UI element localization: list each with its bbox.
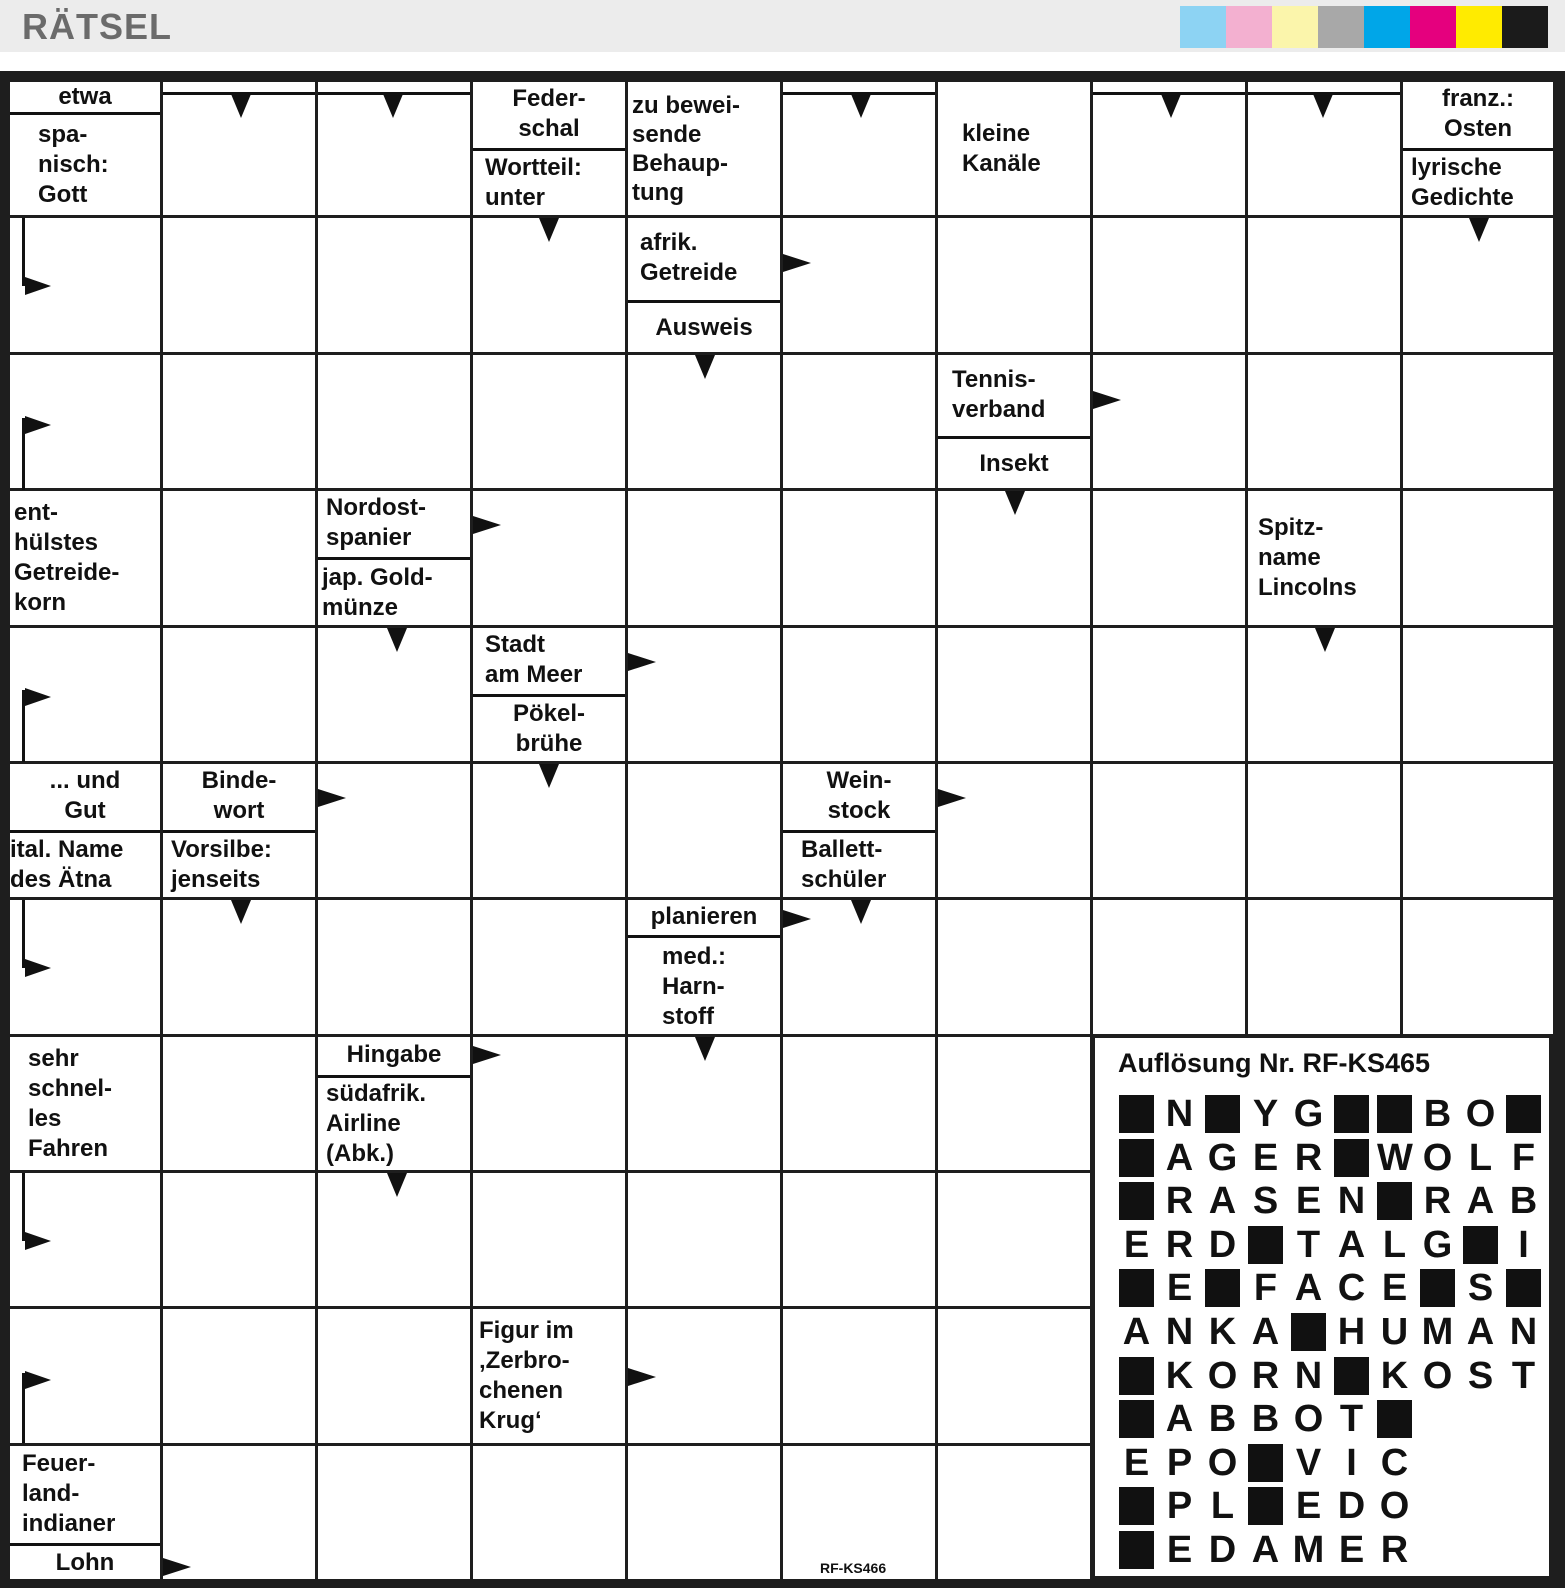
- solution-letter: S: [1467, 1354, 1494, 1397]
- arrow-right-icon: [318, 789, 346, 807]
- solution-letter: O: [1422, 1354, 1453, 1397]
- arrow-right-icon: [473, 1046, 501, 1064]
- clue-harnstoff: [628, 939, 780, 1034]
- clue-vorsilbe: [163, 833, 315, 897]
- solution-letter: G: [1422, 1223, 1453, 1266]
- solution-letter: O: [1207, 1441, 1238, 1484]
- grid-cell[interactable]: [938, 1037, 1090, 1170]
- clue-planieren: [628, 900, 780, 934]
- solution-block: [1119, 1139, 1154, 1177]
- solution-letter: B: [1423, 1093, 1452, 1135]
- grid-cell[interactable]: [1093, 491, 1245, 625]
- grid-cell[interactable]: [163, 1309, 315, 1443]
- solution-letter: T: [1296, 1223, 1321, 1266]
- solution-letter: B: [1509, 1180, 1538, 1223]
- clue-text: Stadt am Meer: [485, 631, 583, 688]
- solution-letter: D: [1208, 1223, 1237, 1266]
- solution-block: [1205, 1269, 1240, 1307]
- solution-letter: H: [1337, 1311, 1366, 1353]
- clue-hingabe: [318, 1037, 470, 1073]
- solution-block: [1506, 1095, 1541, 1133]
- solution-block: [1377, 1182, 1412, 1220]
- clue-behauptung: [628, 82, 780, 215]
- clue-text: Feuer- land- indianer: [22, 1450, 116, 1537]
- clue-stadt: [473, 628, 625, 692]
- clue-etwa: [10, 82, 160, 111]
- grid-cell[interactable]: [1248, 900, 1400, 1034]
- clue-text: afrik. Getreide: [640, 229, 738, 286]
- solution-letter: E: [1123, 1223, 1150, 1266]
- clue-getreidekorn: [10, 491, 160, 625]
- clue-text: Binde- wort: [201, 767, 277, 824]
- arrow-right-icon: [783, 910, 811, 928]
- solution-row: [1119, 1441, 1420, 1484]
- clue-text: kleine Kanäle: [962, 120, 1041, 177]
- clue-text: Hingabe: [346, 1041, 442, 1068]
- solution-letter: M: [1421, 1311, 1454, 1353]
- clue-feuerland: [10, 1446, 160, 1542]
- grid-cell[interactable]: [938, 218, 1090, 352]
- grid-cell[interactable]: [938, 764, 1090, 897]
- solution-letter: N: [1294, 1354, 1323, 1397]
- clue-text: sehr schnel- les Fahren: [28, 1045, 113, 1162]
- clue-osten: [1403, 82, 1553, 146]
- clue-text: spa- nisch: Gott: [38, 121, 109, 208]
- clue-text: Figur im ‚Zerbro- chenen Krug‘: [479, 1317, 574, 1434]
- clue-tennis: [938, 355, 1090, 435]
- solution-letter: B: [1251, 1398, 1280, 1441]
- solution-letter: K: [1165, 1354, 1194, 1397]
- solution-block: [1119, 1357, 1154, 1395]
- arrow-down-icon: [1315, 628, 1335, 652]
- clue-wortteil: [473, 151, 625, 215]
- solution-letter: E: [1338, 1529, 1365, 1571]
- solution-letter: E: [1381, 1267, 1408, 1310]
- grid-cell[interactable]: [473, 900, 625, 1034]
- solution-letter: N: [1337, 1180, 1366, 1223]
- page-title: RÄTSEL: [22, 6, 172, 47]
- grid-cell[interactable]: [1093, 628, 1245, 761]
- grid-cell[interactable]: [473, 491, 625, 625]
- grid-cell[interactable]: [628, 1446, 780, 1579]
- solution-letter: T: [1511, 1354, 1536, 1397]
- solution-letter: D: [1208, 1529, 1237, 1571]
- arrow-down-icon: [387, 628, 407, 652]
- clue-poekel: [473, 697, 625, 761]
- clue-text: ent- hülstes Getreide- korn: [14, 499, 120, 616]
- solution-row: [1119, 1095, 1549, 1133]
- grid-cell[interactable]: [1248, 355, 1400, 488]
- arrow-down-icon: [695, 355, 715, 379]
- clue-text: jap. Gold- münze: [322, 564, 433, 621]
- solution-letter: I: [1518, 1223, 1529, 1266]
- clue-text: Feder- schal: [512, 85, 586, 142]
- arrow-down-icon: [539, 764, 559, 788]
- clue-kanaele: [938, 82, 1090, 215]
- solution-letter: C: [1337, 1267, 1366, 1310]
- solution-block: [1205, 1095, 1240, 1133]
- solution-letter: A: [1122, 1311, 1151, 1353]
- solution-letter: P: [1166, 1485, 1193, 1528]
- arrow-right-icon: [163, 1558, 191, 1576]
- solution-block: [1420, 1269, 1455, 1307]
- grid-cell[interactable]: [1248, 764, 1400, 897]
- grid-cell[interactable]: [1403, 491, 1553, 625]
- solution-row: [1119, 1313, 1549, 1351]
- clue-text: etwa: [58, 83, 112, 110]
- clue-text: zu bewei- sende Behaup- tung: [632, 92, 741, 206]
- grid-cell[interactable]: [163, 491, 315, 625]
- clue-text: südafrik. Airline (Abk.): [326, 1080, 427, 1167]
- solution-letter: E: [1295, 1485, 1322, 1528]
- grid-cell[interactable]: [1403, 628, 1553, 761]
- clue-insekt: [938, 440, 1090, 488]
- arrow-right-icon: [628, 653, 656, 671]
- clue-weinstock: [783, 764, 935, 828]
- solution-letter: E: [1295, 1180, 1322, 1223]
- solution-letter: S: [1467, 1267, 1494, 1310]
- arrow-right-icon: [628, 1368, 656, 1386]
- solution-block: [1119, 1400, 1154, 1438]
- solution-block: [1119, 1182, 1154, 1220]
- solution-letter: E: [1166, 1267, 1193, 1310]
- solution-letter: V: [1295, 1441, 1322, 1484]
- clue-text: Ballett- schüler: [801, 836, 887, 893]
- clue-divider: [318, 557, 470, 560]
- grid-cell[interactable]: [163, 1173, 315, 1306]
- grid-cell[interactable]: [783, 1037, 935, 1170]
- grid-cell[interactable]: [163, 1037, 315, 1170]
- clue-gott: [10, 115, 160, 215]
- solution-letter: O: [1422, 1136, 1453, 1179]
- grid-cell[interactable]: [318, 900, 470, 1034]
- solution-block: [1119, 1095, 1154, 1133]
- arrow-down-icon: [1313, 94, 1333, 118]
- arrow-down-icon: [851, 900, 871, 924]
- clue-text: lyrische Gedichte: [1411, 154, 1514, 211]
- solution-letter: O: [1465, 1093, 1496, 1135]
- arrow-right-icon: [783, 254, 811, 272]
- solution-letter: K: [1208, 1311, 1237, 1353]
- solution-letter: M: [1292, 1529, 1325, 1571]
- grid-cell[interactable]: [783, 355, 935, 488]
- grid-cell[interactable]: [163, 218, 315, 352]
- solution-letter: R: [1294, 1136, 1323, 1179]
- arrow-bent-icon: [22, 1173, 25, 1241]
- arrow-right-icon: [938, 789, 966, 807]
- solution-letter: W: [1377, 1136, 1413, 1179]
- solution-block: [1119, 1269, 1154, 1307]
- grid-cell[interactable]: [628, 491, 780, 625]
- solution-letter: P: [1166, 1441, 1193, 1484]
- arrow-down-icon: [387, 1173, 407, 1197]
- clue-gedichte: [1403, 151, 1553, 215]
- solution-letter: D: [1337, 1485, 1366, 1528]
- solution-panel: [1095, 1038, 1549, 1576]
- solution-block: [1248, 1487, 1283, 1525]
- grid-cell[interactable]: [163, 355, 315, 488]
- solution-letter: R: [1165, 1223, 1194, 1266]
- arrow-down-icon: [231, 94, 251, 118]
- grid-cell[interactable]: [1093, 218, 1245, 352]
- clue-text: Lohn: [55, 1549, 115, 1576]
- solution-block: [1248, 1226, 1283, 1264]
- grid-cell[interactable]: [783, 1173, 935, 1306]
- clue-text: Tennis- verband: [952, 366, 1046, 423]
- arrow-bent-icon: [22, 1373, 25, 1443]
- solution-block: [1119, 1531, 1154, 1569]
- arrow-down-icon: [231, 900, 251, 924]
- clue-getreide: [628, 218, 780, 298]
- solution-letter: F: [1511, 1136, 1536, 1179]
- arrow-down-icon: [539, 218, 559, 242]
- solution-letter: G: [1207, 1136, 1238, 1179]
- solution-letter: R: [1380, 1529, 1409, 1571]
- clue-divider: [628, 300, 780, 303]
- clue-text: planieren: [650, 903, 758, 930]
- solution-row: [1119, 1354, 1549, 1397]
- solution-letter: A: [1251, 1529, 1280, 1571]
- grid-cell[interactable]: [783, 1309, 935, 1443]
- grid-cell[interactable]: [783, 491, 935, 625]
- solution-letter: L: [1468, 1136, 1493, 1179]
- solution-block: [1334, 1139, 1369, 1177]
- clue-ausweis: [628, 304, 780, 352]
- solution-letter: A: [1466, 1180, 1495, 1223]
- solution-letter: B: [1208, 1398, 1237, 1441]
- solution-title: Auflösung Nr. RF-KS465: [1118, 1048, 1431, 1078]
- arrow-down-icon: [1161, 94, 1181, 118]
- clue-divider: [938, 436, 1090, 439]
- solution-row: [1119, 1398, 1420, 1441]
- clue-lohn: [10, 1547, 160, 1579]
- clue-nordost: [318, 491, 470, 555]
- clue-text: ital. Name des Ätna: [10, 836, 124, 893]
- solution-row: [1119, 1267, 1549, 1310]
- solution-letter: O: [1207, 1354, 1238, 1397]
- grid-cell[interactable]: [783, 628, 935, 761]
- solution-row: [1119, 1531, 1420, 1569]
- arrow-down-icon: [1469, 218, 1489, 242]
- solution-letter: R: [1251, 1354, 1280, 1397]
- solution-letter: O: [1293, 1398, 1324, 1441]
- clue-text: Wein- stock: [826, 767, 892, 824]
- solution-letter: Y: [1252, 1093, 1279, 1135]
- grid-cell[interactable]: [1403, 355, 1553, 488]
- solution-letter: R: [1165, 1180, 1194, 1223]
- puzzle-code: RF-KS466: [820, 1560, 887, 1576]
- grid-cell[interactable]: [938, 1173, 1090, 1306]
- solution-letter: N: [1165, 1311, 1194, 1353]
- arrow-down-icon: [1005, 491, 1025, 515]
- grid-cell[interactable]: [628, 1173, 780, 1306]
- grid-cell[interactable]: [473, 1173, 625, 1306]
- grid-cell[interactable]: [1093, 900, 1245, 1034]
- solution-row: [1119, 1136, 1549, 1179]
- solution-letter: A: [1294, 1267, 1323, 1310]
- solution-letter: A: [1165, 1136, 1194, 1179]
- clue-fahren: [10, 1037, 160, 1170]
- arrow-down-icon: [851, 94, 871, 118]
- solution-letter: A: [1337, 1223, 1366, 1266]
- arrow-bent-icon: [22, 900, 25, 968]
- grid-cell[interactable]: [1093, 355, 1245, 488]
- grid-cell[interactable]: [318, 355, 470, 488]
- clue-text: Pökel- brühe: [512, 700, 586, 757]
- solution-letter: L: [1210, 1485, 1235, 1528]
- solution-block: [1291, 1313, 1326, 1351]
- grid-cell[interactable]: [1403, 900, 1553, 1034]
- arrow-right-icon: [1093, 391, 1121, 409]
- solution-letter: K: [1380, 1354, 1409, 1397]
- grid-cell[interactable]: [318, 218, 470, 352]
- clue-divider: [628, 935, 780, 938]
- arrow-right-icon: [473, 516, 501, 534]
- grid-cell[interactable]: [318, 764, 470, 897]
- solution-letter: A: [1165, 1398, 1194, 1441]
- grid-cell[interactable]: [938, 628, 1090, 761]
- solution-row: [1119, 1180, 1549, 1223]
- clue-bindewort: [163, 764, 315, 828]
- solution-letter: I: [1346, 1441, 1357, 1484]
- solution-letter: E: [1166, 1529, 1193, 1571]
- clue-text: Nordost- spanier: [326, 494, 426, 551]
- clue-text: franz.: Osten: [1442, 85, 1514, 142]
- solution-letter: E: [1123, 1441, 1150, 1484]
- grid-cell[interactable]: [628, 764, 780, 897]
- solution-letter: T: [1339, 1398, 1364, 1441]
- clue-divider: [10, 1543, 160, 1546]
- grid-cell[interactable]: [938, 900, 1090, 1034]
- clue-text: Vorsilbe: jenseits: [171, 836, 272, 893]
- solution-letter: F: [1253, 1267, 1278, 1310]
- solution-block: [1377, 1400, 1412, 1438]
- grid-cell[interactable]: [938, 1309, 1090, 1443]
- clue-text: Spitz- name Lincolns: [1258, 514, 1357, 601]
- solution-block: [1463, 1226, 1498, 1264]
- grid-cell[interactable]: [163, 628, 315, 761]
- grid-cell[interactable]: [473, 1446, 625, 1579]
- clue-undgut: [10, 764, 160, 828]
- solution-letter: A: [1466, 1311, 1495, 1353]
- clue-figur: [473, 1309, 625, 1443]
- solution-row: [1119, 1223, 1549, 1266]
- grid-cell[interactable]: [473, 355, 625, 488]
- clue-text: Wortteil: unter: [485, 154, 582, 211]
- clue-aetna: [10, 833, 160, 897]
- solution-block: [1334, 1357, 1369, 1395]
- arrow-bent-icon: [22, 218, 25, 286]
- clue-text: ... und Gut: [49, 767, 121, 824]
- arrow-down-icon: [695, 1037, 715, 1061]
- clue-federschal: [473, 82, 625, 146]
- solution-letter: G: [1293, 1093, 1324, 1135]
- clue-text: Ausweis: [655, 314, 753, 341]
- solution-letter: R: [1423, 1180, 1452, 1223]
- arrow-bent-icon: [22, 690, 25, 762]
- grid-cell[interactable]: [938, 1446, 1090, 1579]
- arrow-bent-icon: [22, 418, 25, 490]
- solution-letter: O: [1379, 1485, 1410, 1528]
- solution-block: [1119, 1487, 1154, 1525]
- solution-row: [1119, 1485, 1420, 1528]
- grid-cell[interactable]: [318, 1309, 470, 1443]
- clue-goldmuenze: [318, 561, 470, 625]
- solution-block: [1248, 1444, 1283, 1482]
- clue-text: med.: Harn- stoff: [662, 943, 727, 1030]
- grid-cell[interactable]: [628, 628, 780, 761]
- grid-cell[interactable]: [1093, 764, 1245, 897]
- solution-letter: S: [1252, 1180, 1279, 1223]
- solution-letter: E: [1252, 1136, 1279, 1179]
- solution-block: [1334, 1095, 1369, 1133]
- solution-block: [1506, 1269, 1541, 1307]
- solution-letter: A: [1208, 1180, 1237, 1223]
- clue-text: Insekt: [979, 450, 1049, 477]
- grid-cell[interactable]: [783, 218, 935, 352]
- solution-letter: U: [1380, 1311, 1409, 1353]
- clue-airline: [318, 1078, 470, 1170]
- grid-cell[interactable]: [318, 1446, 470, 1579]
- clue-ballett: [783, 833, 935, 897]
- arrow-down-icon: [383, 94, 403, 118]
- solution-letter: N: [1509, 1311, 1538, 1353]
- solution-letter: N: [1165, 1093, 1194, 1135]
- solution-letter: L: [1382, 1223, 1407, 1266]
- clue-lincoln: [1248, 491, 1400, 625]
- solution-letter: C: [1380, 1441, 1409, 1484]
- grid-cell[interactable]: [1403, 764, 1553, 897]
- solution-letter: A: [1251, 1311, 1280, 1353]
- solution-block: [1377, 1095, 1412, 1133]
- grid-cell[interactable]: [1248, 218, 1400, 352]
